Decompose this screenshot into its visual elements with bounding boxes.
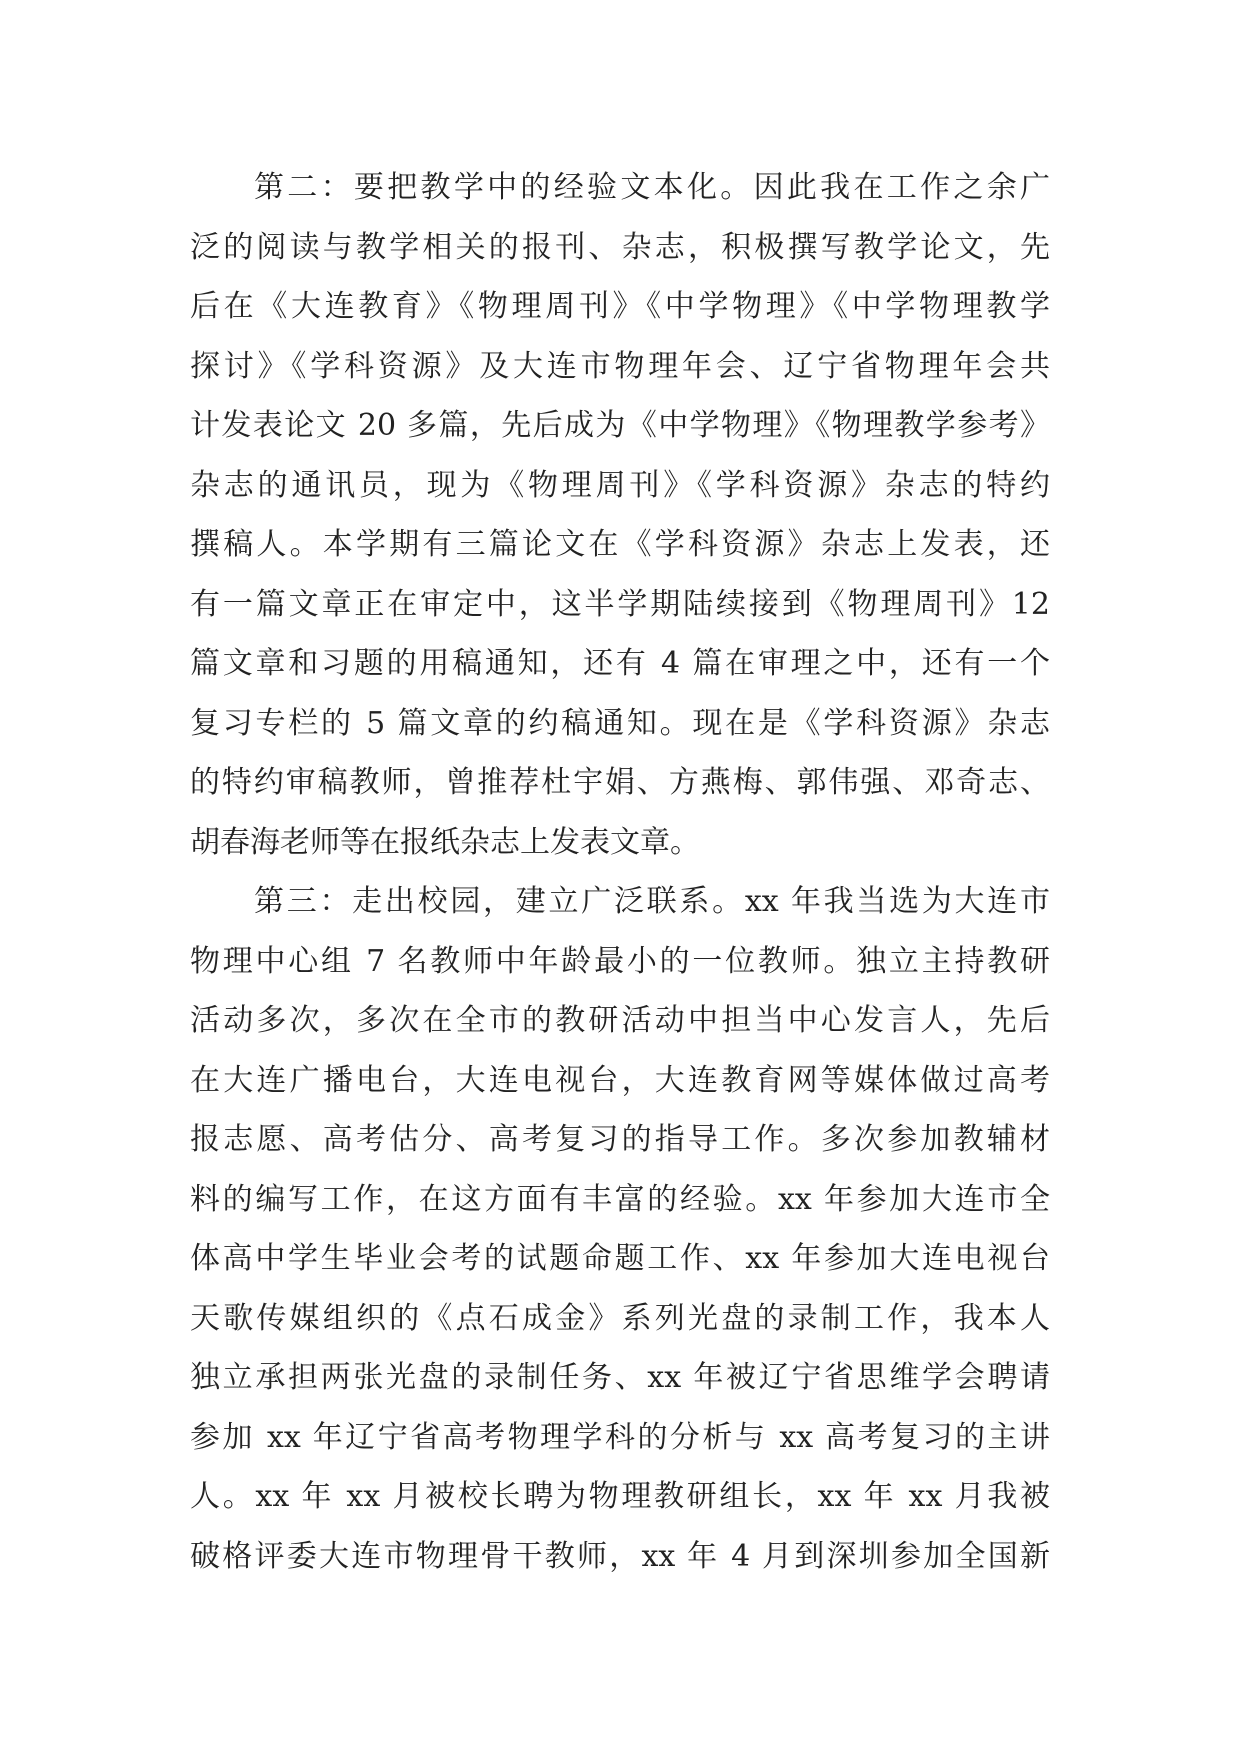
text-line: 探讨》《学科资源》及大连市物理年会、辽宁省物理年会共 [190, 348, 1050, 384]
text-line: 泛的阅读与教学相关的报刊、杂志，积极撰写教学论文，先 [190, 229, 1050, 265]
text-line: 第三：走出校园，建立广泛联系。xx 年我当选为大连市 [254, 884, 1050, 919]
text-line: 后在《大连教育》《物理周刊》《中学物理》《中学物理教学 [190, 289, 1050, 324]
paragraph-2 [190, 158, 1050, 872]
text-line: 天歌传媒组织的《点石成金》系列光盘的录制工作，我本人 [190, 1300, 1050, 1336]
text-line: 复习专栏的 5 篇文章的约稿通知。现在是《学科资源》杂志 [190, 705, 1050, 741]
text-line: 参加 xx 年辽宁省高考物理学科的分析与 xx 高考复习的主讲 [190, 1419, 1050, 1455]
text-line: 破格评委大连市物理骨干教师，xx 年 4 月到深圳参加全国新 [190, 1538, 1050, 1574]
text-line: 活动多次，多次在全市的教研活动中担当中心发言人，先后 [190, 1003, 1050, 1038]
text-line: 报志愿、高考估分、高考复习的指导工作。多次参加教辅材 [190, 1122, 1050, 1157]
text-line: 计发表论文 20 多篇，先后成为《中学物理》《物理教学参考》 [190, 408, 1050, 443]
text-line: 体高中学生毕业会考的试题命题工作、xx 年参加大连电视台 [190, 1241, 1050, 1276]
text-line: 的特约审稿教师，曾推荐杜宇娟、方燕梅、郭伟强、邓奇志、 [190, 765, 1050, 800]
text-line: 胡春海老师等在报纸杂志上发表文章。 [190, 824, 700, 860]
text-line: 有一篇文章正在审定中，这半学期陆续接到《物理周刊》12 [190, 586, 1050, 622]
text-line: 料的编写工作，在这方面有丰富的经验。xx 年参加大连市全 [190, 1181, 1050, 1217]
paragraph-3 [190, 872, 1050, 1586]
text-line: 在大连广播电台，大连电视台，大连教育网等媒体做过高考 [190, 1062, 1050, 1098]
document-body [190, 158, 1050, 1586]
text-line: 物理中心组 7 名教师中年龄最小的一位教师。独立主持教研 [190, 943, 1050, 979]
text-line: 人。xx 年 xx 月被校长聘为物理教研组长，xx 年 xx 月我被 [190, 1479, 1050, 1514]
text-line: 第二：要把教学中的经验文本化。因此我在工作之余广 [254, 170, 1050, 205]
text-line: 杂志的通讯员，现为《物理周刊》《学科资源》杂志的特约 [190, 467, 1050, 503]
text-line: 篇文章和习题的用稿通知，还有 4 篇在审理之中，还有一个 [190, 646, 1050, 681]
text-line: 撰稿人。本学期有三篇论文在《学科资源》杂志上发表，还 [190, 527, 1050, 562]
text-line: 独立承担两张光盘的录制任务、xx 年被辽宁省思维学会聘请 [190, 1360, 1050, 1395]
